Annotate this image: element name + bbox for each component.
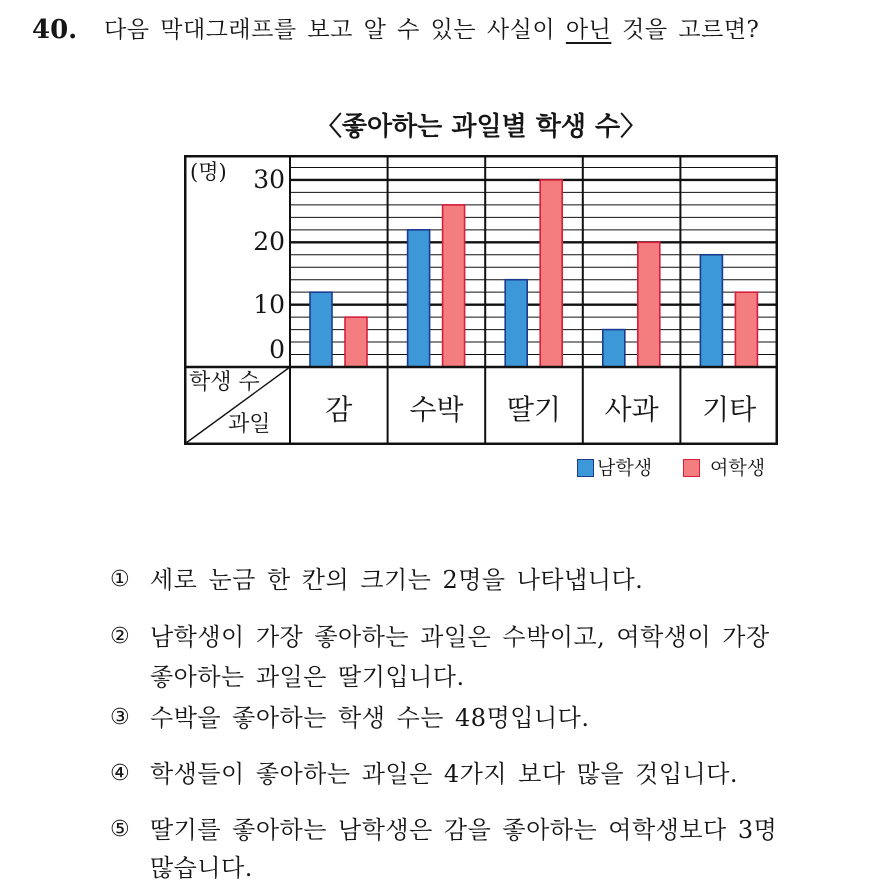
option-marker: ④ bbox=[110, 761, 130, 786]
bar-girls-other bbox=[735, 292, 757, 367]
bar-boys-strawberry bbox=[505, 280, 527, 367]
question-text-after: 것을 고르면? bbox=[611, 17, 760, 43]
bar-girls-watermelon bbox=[443, 205, 465, 367]
option-5[interactable] bbox=[0, 816, 884, 882]
category-label-apple: 사과 bbox=[604, 393, 659, 426]
question-text-underlined: 아닌 bbox=[565, 17, 612, 43]
bar-girls-strawberry bbox=[540, 180, 562, 367]
option-2[interactable] bbox=[0, 623, 884, 691]
y-tick-label-0: 0 bbox=[269, 335, 285, 364]
bar-chart bbox=[184, 155, 778, 445]
legend-label-boys: 남학생 bbox=[597, 457, 653, 479]
bar-boys-apple bbox=[603, 330, 625, 367]
bar-boys-watermelon bbox=[408, 230, 430, 367]
option-text: 남학생이 가장 좋아하는 과일은 수박이고, 여학생이 가장 bbox=[150, 623, 770, 651]
category-label-watermelon: 수박 bbox=[409, 393, 464, 426]
option-text: 수박을 좋아하는 학생 수는 48명입니다. bbox=[150, 704, 590, 732]
option-marker: ⑤ bbox=[110, 817, 130, 842]
bar-girls-persimmon bbox=[345, 317, 367, 367]
question-text bbox=[104, 16, 759, 44]
category-label-other: 기타 bbox=[702, 393, 757, 426]
y-tick-label-30: 30 bbox=[253, 165, 285, 194]
bar-boys-other bbox=[700, 255, 722, 367]
y-unit-label: (명) bbox=[190, 160, 227, 184]
header-label-students: 학생 수 bbox=[189, 370, 260, 395]
option-marker: ③ bbox=[110, 705, 130, 730]
y-tick-label-20: 20 bbox=[253, 227, 285, 256]
option-4[interactable] bbox=[0, 761, 884, 787]
option-marker: ① bbox=[110, 567, 130, 592]
header-label-fruit: 과일 bbox=[228, 412, 271, 437]
legend-label-girls: 여학생 bbox=[710, 457, 766, 479]
chart-title: 〈좋아하는 과일별 학생 수〉 bbox=[315, 112, 647, 142]
question-number: 40. bbox=[32, 15, 78, 45]
legend-swatch-boys bbox=[577, 459, 594, 477]
bar-boys-persimmon bbox=[310, 292, 332, 367]
option-3[interactable] bbox=[0, 705, 884, 731]
y-tick-label-10: 10 bbox=[253, 290, 285, 319]
option-marker: ② bbox=[110, 624, 130, 649]
option-text-continued: 많습니다. bbox=[150, 854, 253, 882]
category-label-strawberry: 딸기 bbox=[506, 393, 562, 426]
option-1[interactable] bbox=[0, 567, 884, 593]
option-text: 세로 눈금 한 칸의 크기는 2명을 나타냅니다. bbox=[150, 566, 644, 594]
option-text-continued: 좋아하는 과일은 딸기입니다. bbox=[150, 663, 465, 691]
category-label-persimmon: 감 bbox=[325, 393, 353, 426]
option-text: 딸기를 좋아하는 남학생은 감을 좋아하는 여학생보다 3명 bbox=[150, 816, 778, 844]
legend-swatch-girls bbox=[683, 459, 700, 477]
option-text: 학생들이 좋아하는 과일은 4가지 보다 많을 것입니다. bbox=[150, 760, 739, 788]
question-text-before: 다음 막대그래프를 보고 알 수 있는 사실이 bbox=[104, 17, 566, 43]
bar-girls-apple bbox=[638, 242, 660, 367]
